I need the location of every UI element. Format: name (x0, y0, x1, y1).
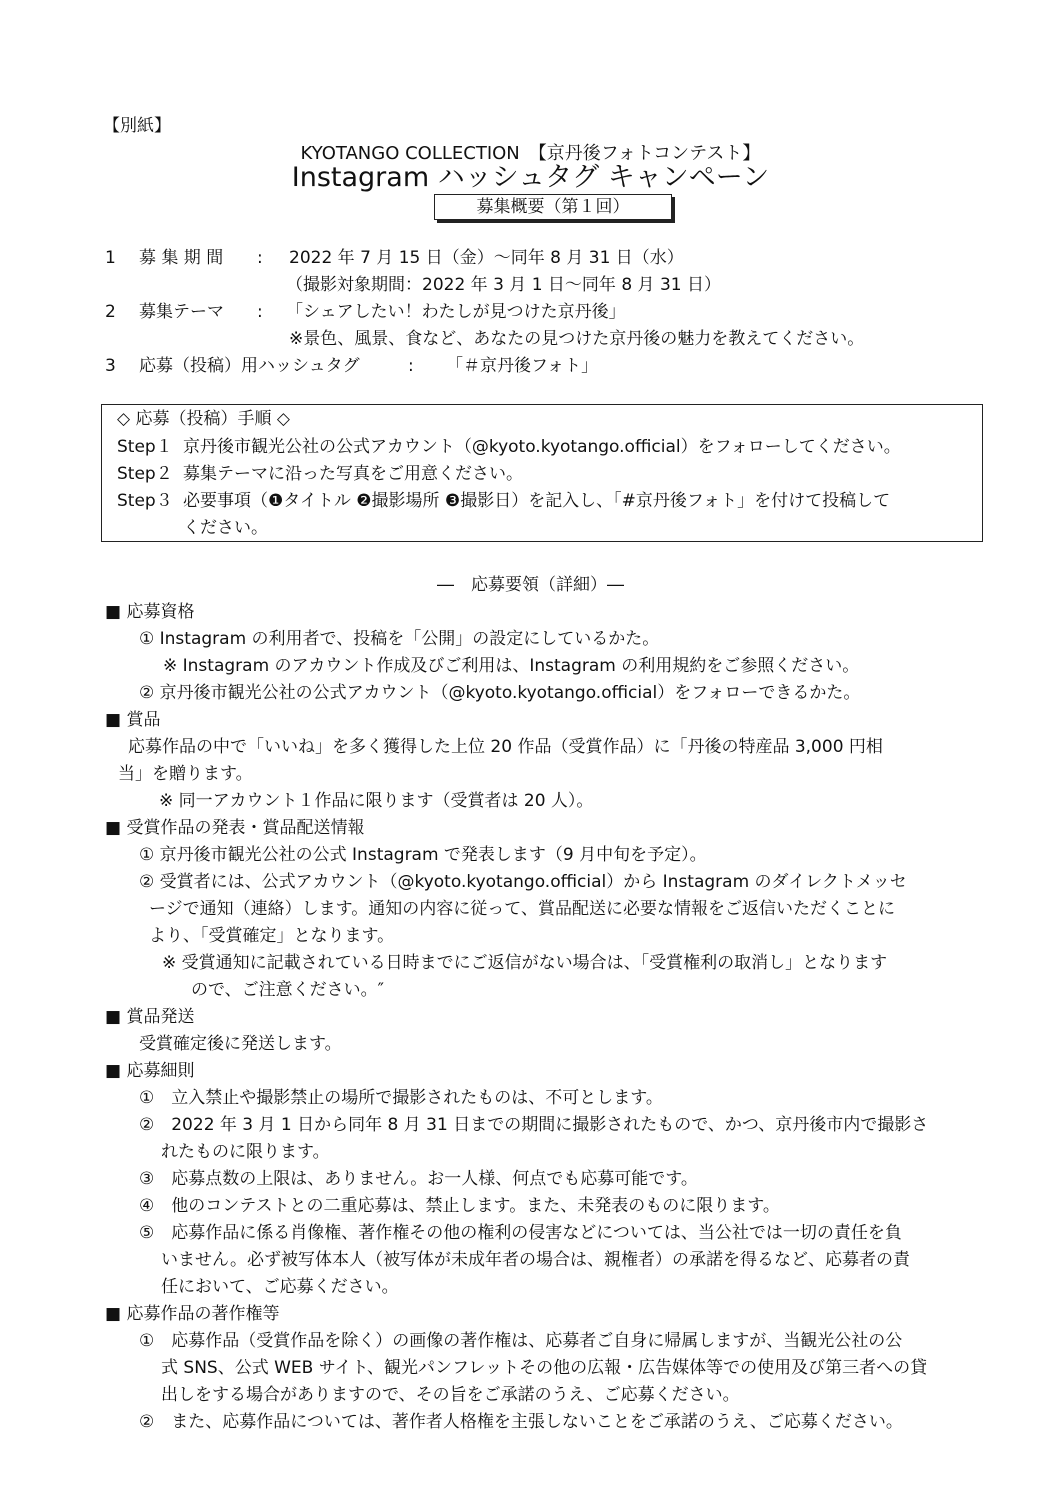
announcement-line: ② 受賞者には、公式アカウント（@kyoto.kyotango.official）から Instagram のダイレクトメッセ (139, 872, 907, 892)
summary-num-1: 1 (105, 248, 116, 268)
eligibility-line: ① Instagram の利用者で、投稿を「公開」の設定にしているかた。 (139, 629, 660, 649)
summary-num-3: 3 (105, 356, 116, 376)
page-subtitle-box (434, 194, 672, 220)
announcement-note: ので、ご注意ください。″ (191, 980, 385, 1000)
rules-line: ④ 他のコンテストとの二重応募は、禁止します。また、未発表のものに限ります。 (139, 1196, 780, 1216)
rules-line: ② 2022 年 3 月 1 日から同年 8 月 31 日までの期間に撮影されたもので、かつ、京丹後市内で撮影さ (139, 1115, 929, 1135)
details-heading: ― 応募要領（詳細）― (437, 575, 624, 595)
summary-sep: : (257, 302, 263, 322)
copyright-line: 出しをする場合がありますので、その旨をご承諾のうえ、ご応募ください。 (161, 1385, 740, 1405)
step-2-text: 募集テーマに沿った写真をご用意ください。 (183, 464, 523, 484)
rules-line: ① 立入禁止や撮影禁止の場所で撮影されたものは、不可とします。 (139, 1088, 663, 1108)
attachment-label: 【別紙】 (103, 116, 171, 136)
summary-label-period: 募 集 期 間 (139, 248, 224, 268)
section-title-eligibility: ■ 応募資格 (105, 602, 195, 622)
section-title-rules: ■ 応募細則 (105, 1061, 195, 1081)
summary-label-theme: 募集テーマ (139, 302, 224, 322)
announcement-line: より、「受賞確定」となります。 (149, 926, 395, 946)
step-3-text: 必要事項（❶タイトル ❷撮影場所 ❸撮影日）を記入し、「#京丹後フォト」を付けて投稿して (183, 491, 891, 511)
rules-line: 任において、ご応募ください。 (161, 1277, 399, 1297)
summary-value-period: 2022 年 7 月 15 日（金）～同年 8 月 31 日（水） (289, 248, 684, 268)
eligibility-line: ② 京丹後市観光公社の公式アカウント（@kyoto.kyotango.official）をフォローできるかた。 (139, 683, 861, 703)
shipping-line: 受賞確定後に発送します。 (139, 1034, 342, 1054)
page-title: Instagram ハッシュタグ キャンペーン (291, 162, 770, 193)
prize-line: 当」を贈ります。 (118, 764, 253, 784)
copyright-line: 式 SNS、公式 WEB サイト、観光パンフレットその他の広報・広告媒体等での使用及び第三者への貸 (161, 1358, 928, 1378)
summary-label-hashtag: 応募（投稿）用ハッシュタグ (139, 356, 360, 376)
step-1-text: 京丹後市観光公社の公式アカウント（@kyoto.kyotango.official）をフォローしてください。 (183, 437, 901, 457)
eligibility-note: ※ Instagram のアカウント作成及びご利用は、Instagram の利用規約をご参照ください。 (163, 656, 860, 676)
summary-sep: : (408, 356, 414, 376)
step-3-label: Step３ (117, 491, 173, 511)
step-3-text-cont: ください。 (183, 518, 268, 538)
rules-line: いません。必ず被写体本人（被写体が未成年者の場合は、親権者）の承諾を得るなど、応募者の責 (161, 1250, 911, 1270)
summary-note-theme: ※景色、風景、食など、あなたの見つけた京丹後の魅力を教えてください。 (289, 329, 865, 349)
rules-line: ⑤ 応募作品に係る肖像権、著作権その他の権利の侵害などについては、当公社では一切の責任を負 (139, 1223, 902, 1243)
copyright-line: ① 応募作品（受賞作品を除く）の画像の著作権は、応募者ご自身に帰属しますが、当観光公社の公 (139, 1331, 903, 1351)
announcement-line: ① 京丹後市観光公社の公式 Instagram で発表します（9 月中旬を予定）。 (139, 845, 707, 865)
summary-sep: : (257, 248, 263, 268)
section-title-copyright: ■ 応募作品の著作権等 (105, 1304, 280, 1324)
collection-line: KYOTANGO COLLECTION 【京丹後フォトコンテスト】 (300, 143, 761, 164)
section-title-shipping: ■ 賞品発送 (105, 1007, 195, 1027)
rules-line: ③ 応募点数の上限は、ありません。お一人様、何点でも応募可能です。 (139, 1169, 698, 1189)
step-2-label: Step２ (117, 464, 173, 484)
section-title-announcement: ■ 受賞作品の発表・賞品配送情報 (105, 818, 365, 838)
step-1-label: Step１ (117, 437, 173, 457)
summary-note-shooting-period: （撮影対象期間：2022 年 3 月 1 日～同年 8 月 31 日） (286, 275, 721, 295)
summary-num-2: 2 (105, 302, 116, 322)
summary-value-hashtag: 「＃京丹後フォト」 (446, 356, 599, 376)
section-title-prize: ■ 賞品 (105, 710, 161, 730)
summary-value-theme: 「シェアしたい！わたしが見つけた京丹後」 (286, 302, 626, 322)
announcement-note: ※ 受賞通知に記載されている日時までにご返信がない場合は、「受賞権利の取消し」となります (162, 953, 888, 973)
rules-line: れたものに限ります。 (161, 1142, 330, 1162)
prize-note: ※ 同一アカウント１作品に限ります（受賞者は 20 人）。 (159, 791, 594, 811)
steps-heading: ◇ 応募（投稿）手順 ◇ (117, 409, 290, 429)
prize-line: 応募作品の中で「いいね」を多く獲得した上位 20 作品（受賞作品）に「丹後の特産品 3,000 円相 (128, 737, 883, 757)
page-subtitle: 募集概要（第１回） (476, 197, 630, 217)
copyright-line: ② また、応募作品については、著作者人格権を主張しないことをご承諾のうえ、ご応募ください。 (139, 1412, 903, 1432)
announcement-line: ージで通知（連絡）します。通知の内容に従って、賞品配送に必要な情報をご返信いただくことに (149, 899, 895, 919)
